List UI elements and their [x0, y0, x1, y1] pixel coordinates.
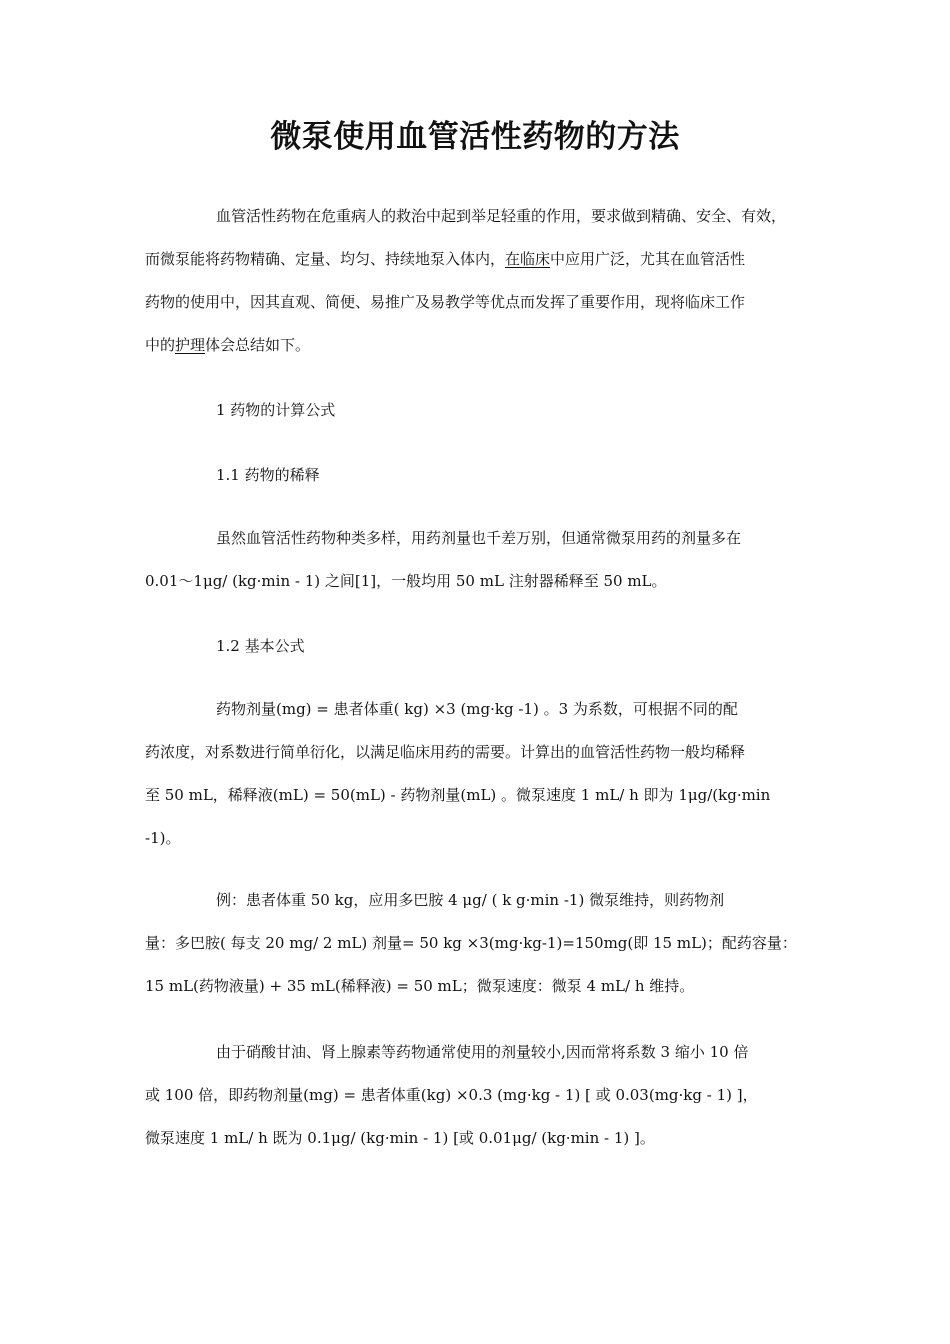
formula-line-2: 药浓度，对系数进行简单衍化，以满足临床用药的需要。计算出的血管活性药物一般均稀释	[145, 743, 746, 761]
clinical-link[interactable]: 在临床	[505, 250, 551, 268]
intro-line-4-start: 中的	[145, 336, 176, 354]
formula-line-1: 药物剂量(mg) = 患者体重( kg) ×3 (mg·kg -1) 。3 为系数，可根据不同的配	[216, 700, 738, 718]
formula-line-4: -1)。	[145, 829, 181, 847]
intro-line-2	[145, 238, 813, 281]
example-paragraph	[145, 879, 813, 1008]
intro-line-4-end: 体会总结如下。	[205, 336, 311, 354]
example-line-1: 例：患者体重 50 kg，应用多巴胺 4 μg/ ( k g·min -1) 微泵维持，则药物剂	[216, 891, 725, 909]
dilution-paragraph	[145, 517, 813, 603]
formula-line-3: 至 50 mL，稀释液(mL) = 50(mL) - 药物剂量(mL) 。微泵速度 1 mL/ h 即为 1μg/(kg·min	[145, 786, 771, 804]
nursing-link[interactable]: 护理	[175, 336, 206, 354]
section-1-1-heading: 1.1 药物的稀释	[216, 466, 320, 484]
dilution-line-2: 0.01～1μg/ (kg·min - 1) 之间[1]，一般均用 50 mL 注射器稀释至 50 mL。	[145, 572, 667, 590]
example-line-2: 量：多巴胺( 每支 20 mg/ 2 mL) 剂量= 50 kg ×3(mg·kg-1)=150mg(即 15 mL)；配药容量：	[145, 934, 797, 952]
section-1-2-heading: 1.2 基本公式	[216, 637, 305, 655]
small-dose-paragraph	[145, 1031, 813, 1160]
intro-paragraph	[145, 195, 813, 367]
example-line-3: 15 mL(药物液量) + 35 mL(稀释液) = 50 mL；微泵速度：微泵 4 mL/ h 维持。	[145, 977, 695, 995]
dilution-line-1: 虽然血管活性药物种类多样，用药剂量也千差万别，但通常微泵用药的剂量多在	[216, 529, 742, 547]
small-dose-line-1: 由于硝酸甘油、肾上腺素等药物通常使用的剂量较小,因而常将系数 3 缩小 10 倍	[216, 1043, 749, 1061]
intro-line-2-start: 而微泵能将药物精确、定量、均匀、持续地泵入体内，	[145, 250, 506, 268]
intro-line-2-end: 中应用广泛，尤其在血管活性	[550, 250, 746, 268]
small-dose-line-2: 或 100 倍，即药物剂量(mg) = 患者体重(kg) ×0.3 (mg·kg - 1) [ 或 0.03(mg·kg - 1) ]，	[145, 1086, 758, 1104]
intro-line-3: 药物的使用中，因其直观、简便、易推广及易教学等优点而发挥了重要作用，现将临床工作	[145, 293, 746, 311]
intro-line-4	[145, 324, 813, 367]
section-1-heading: 1 药物的计算公式	[216, 401, 336, 419]
document-title: 微泵使用血管活性药物的方法	[270, 119, 680, 155]
small-dose-line-3: 微泵速度 1 mL/ h 既为 0.1μg/ (kg·min - 1) [或 0.01μg/ (kg·min - 1) ]。	[145, 1129, 655, 1147]
formula-paragraph	[145, 688, 813, 860]
intro-line-1: 血管活性药物在危重病人的救治中起到举足轻重的作用，要求做到精确、安全、有效，	[216, 207, 787, 225]
